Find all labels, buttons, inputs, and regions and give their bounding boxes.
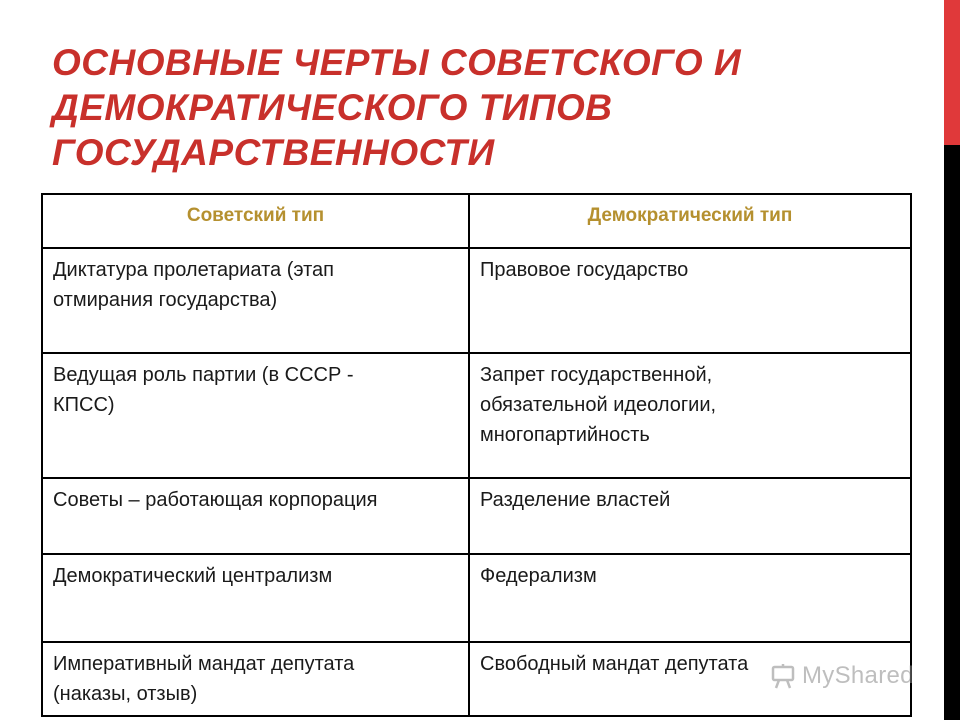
cell-text-line: КПСС) (53, 394, 115, 416)
cell-democratic (469, 478, 911, 554)
table-row (42, 353, 911, 478)
cell-soviet (42, 554, 469, 642)
cell-democratic (469, 554, 911, 642)
cell-text-line: Запрет государственной, (480, 364, 713, 386)
cell-text-line: Императивный мандат депутата (53, 653, 355, 675)
title-line-3: ГОСУДАРСТВЕННОСТИ (52, 132, 495, 173)
watermark-text: MyShared (802, 662, 914, 689)
cell-text-line: Федерализм (480, 565, 597, 587)
cell-text-line: обязательной идеологии, (480, 394, 717, 416)
cell-text-line: отмирания государства) (53, 289, 278, 311)
table-header-row (42, 194, 911, 248)
watermark (770, 660, 930, 692)
cell-soviet (42, 248, 469, 353)
title-line-2: ДЕМОКРАТИЧЕСКОГО ТИПОВ (52, 87, 613, 128)
table-row (42, 554, 911, 642)
cell-text-line: Диктатура пролетариата (этап (53, 259, 335, 281)
presentation-board-icon (770, 663, 796, 689)
cell-democratic (469, 248, 911, 353)
table-row (42, 248, 911, 353)
cell-soviet (42, 353, 469, 478)
cell-text-line: Правовое государство (480, 259, 689, 281)
slide-accent-bar (944, 0, 960, 145)
cell-text-line: Свободный мандат депутата (480, 653, 749, 675)
cell-text-line: Советы – работающая корпорация (53, 489, 378, 511)
cell-text-line: (наказы, отзыв) (53, 683, 198, 705)
cell-text-line: Ведущая роль партии (в СССР - (53, 364, 354, 386)
cell-text-line: многопартийность (480, 424, 650, 446)
cell-soviet (42, 478, 469, 554)
title-line-1: ОСНОВНЫЕ ЧЕРТЫ СОВЕТСКОГО И (52, 42, 742, 83)
cell-text-line: Демократический централизм (53, 565, 333, 587)
header-soviet-type: Советский тип (42, 194, 469, 248)
slide-title (52, 40, 912, 175)
cell-soviet (42, 642, 469, 716)
header-democratic-type: Демократический тип (469, 194, 911, 248)
cell-text-line: Разделение властей (480, 489, 671, 511)
table-row (42, 478, 911, 554)
cell-democratic (469, 353, 911, 478)
comparison-table (41, 193, 912, 717)
